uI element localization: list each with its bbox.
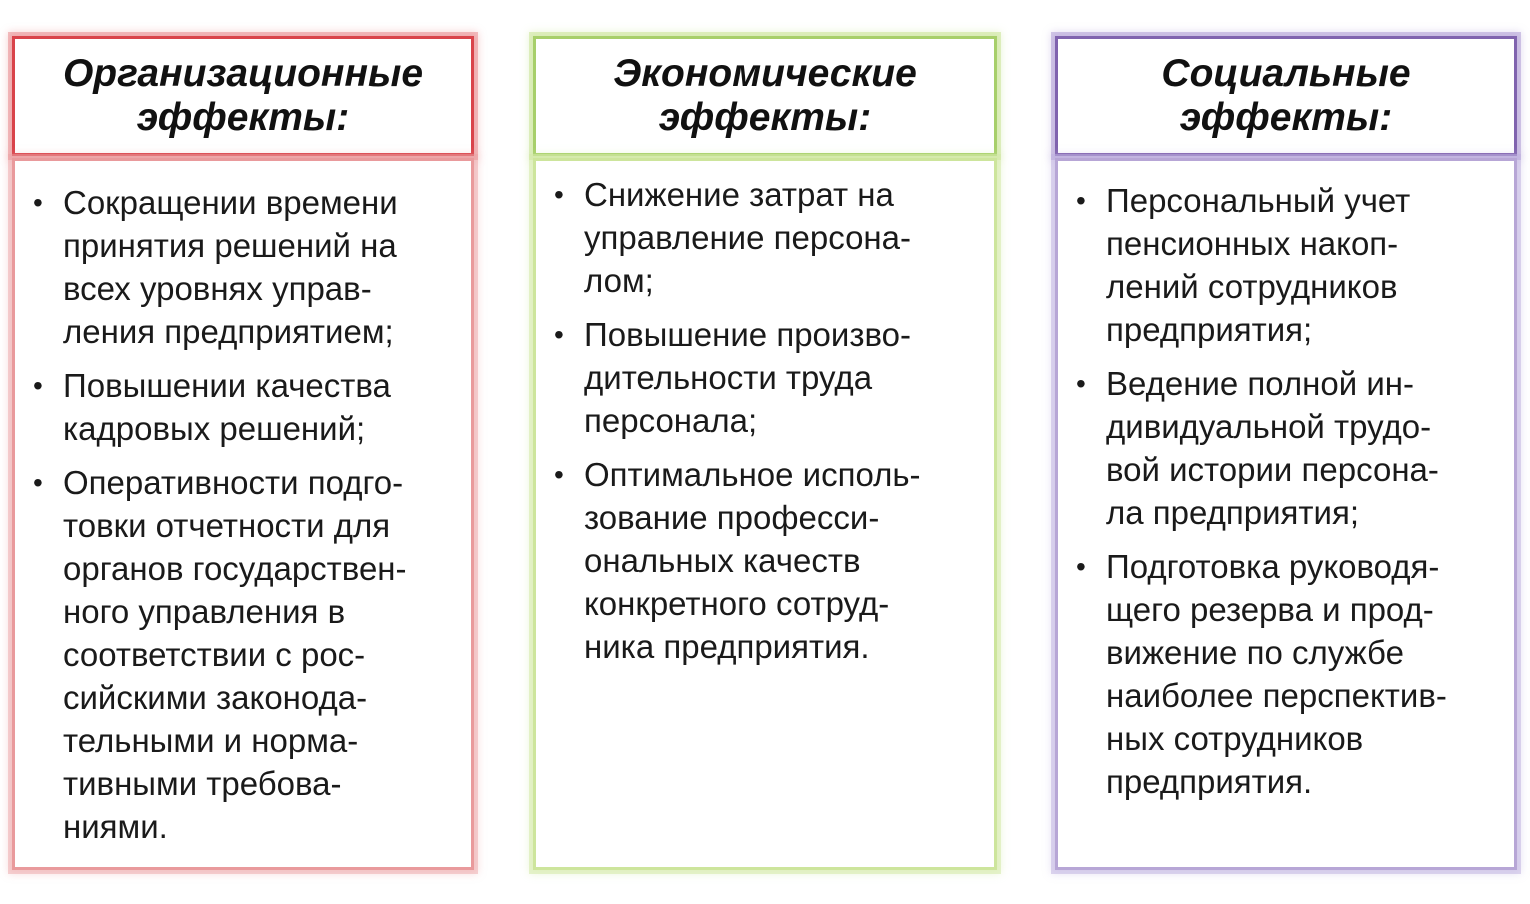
organizational-effects-title [63, 52, 423, 140]
item-line: принятия решений на [63, 227, 397, 264]
item-line: кадровых решений; [63, 410, 366, 447]
list-item [33, 364, 461, 450]
item-line: конкретного сотруд- [584, 585, 890, 622]
organizational-effects-list [33, 181, 461, 859]
social-effects-list [1076, 179, 1504, 814]
title-line: эффекты: [1179, 96, 1393, 139]
item-line: • Персональный учет [1106, 182, 1411, 219]
item-line: ника предприятия. [584, 628, 870, 665]
item-line: дивидуальной трудо- [1106, 408, 1432, 445]
item-line: персонала; [584, 402, 758, 439]
list-item [1076, 179, 1504, 351]
social-effects-body [1055, 158, 1517, 870]
item-line: вижение по службе [1106, 634, 1404, 671]
item-line: органов государствен- [63, 550, 407, 587]
item-line: пенсионных накоп- [1106, 225, 1399, 262]
item-line: соответствии с рос- [63, 636, 366, 673]
title-line: эффекты: [658, 96, 872, 139]
economic-effects-header [533, 36, 997, 156]
social-effects-title [1161, 52, 1410, 140]
item-line: • Ведение полной ин- [1106, 365, 1415, 402]
list-item [1076, 362, 1504, 534]
column-organizational-effects [12, 0, 474, 904]
list-item [33, 181, 461, 353]
list-item [33, 461, 461, 848]
item-line: • Подготовка руководя- [1106, 548, 1440, 585]
column-economic-effects [533, 0, 997, 904]
item-line: всех уровнях управ- [63, 270, 372, 307]
item-line: лений сотрудников [1106, 268, 1398, 305]
list-item [554, 173, 984, 302]
item-line: предприятия. [1106, 763, 1313, 800]
item-line: • Оперативности подго- [63, 464, 404, 501]
item-line: вой истории персона- [1106, 451, 1439, 488]
item-line: • Сокращении времени [63, 184, 398, 221]
social-effects-header [1055, 36, 1517, 156]
item-line: • Оптимальное исполь- [584, 456, 921, 493]
item-line: сийскими законода- [63, 679, 368, 716]
list-item [554, 453, 984, 668]
item-line: лом; [584, 262, 654, 299]
item-line: ональных качеств [584, 542, 861, 579]
item-line: предприятия; [1106, 311, 1313, 348]
organizational-effects-header [12, 36, 474, 156]
title-line: Организационные [62, 52, 424, 95]
item-line: • Снижение затрат на [584, 176, 894, 213]
item-line: зование професси- [584, 499, 880, 536]
item-line: ного управления в [63, 593, 346, 630]
economic-effects-list [554, 173, 984, 679]
item-line: управление персона- [584, 219, 912, 256]
item-line: • Повышение произво- [584, 316, 911, 353]
item-line: ла предприятия; [1106, 494, 1359, 531]
list-item [1076, 545, 1504, 803]
title-line: Социальные [1161, 52, 1411, 95]
item-line: товки отчетности для [63, 507, 391, 544]
title-line: эффекты: [136, 96, 350, 139]
column-social-effects [1055, 0, 1517, 904]
item-line: ных сотрудников [1106, 720, 1364, 757]
economic-effects-title [613, 52, 917, 140]
item-line: ниями. [63, 808, 168, 845]
item-line: щего резерва и прод- [1106, 591, 1434, 628]
item-line: тельными и норма- [63, 722, 359, 759]
item-line: дительности труда [584, 359, 873, 396]
item-line: • Повышении качества [63, 367, 391, 404]
title-line: Экономические [613, 52, 917, 95]
economic-effects-body [533, 158, 997, 870]
item-line: наиболее перспектив- [1106, 677, 1447, 714]
item-line: ления предприятием; [63, 313, 394, 350]
item-line: тивными требова- [63, 765, 342, 802]
organizational-effects-body [12, 158, 474, 870]
list-item [554, 313, 984, 442]
